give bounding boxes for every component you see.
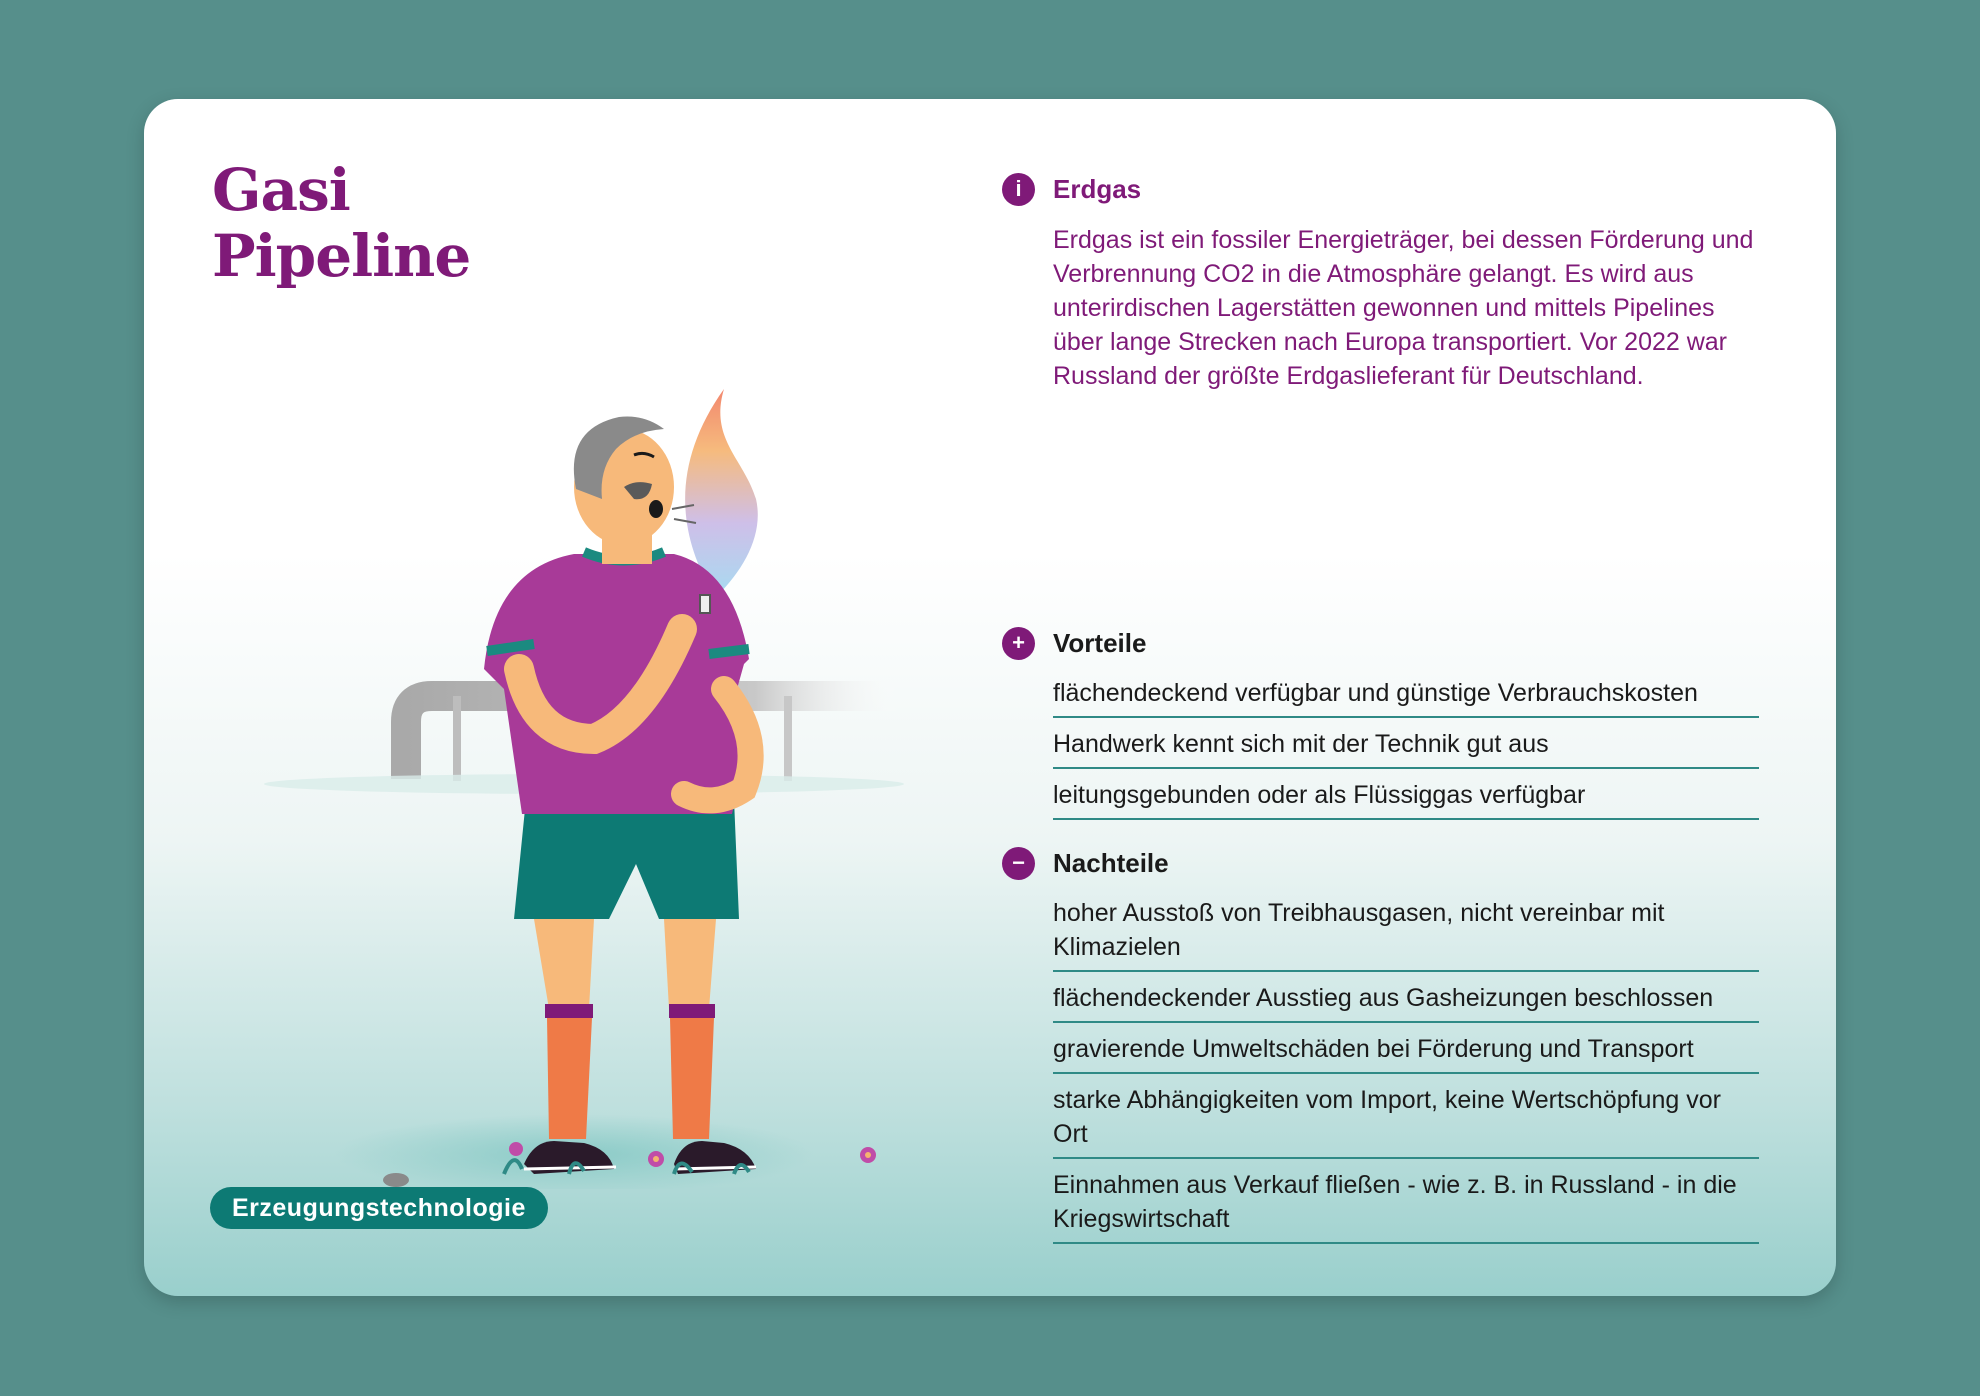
card xyxy=(144,99,1836,1296)
pros-header xyxy=(1002,623,1762,663)
cons-item: gravierende Umweltschäden bei Förderung und Transport xyxy=(1053,1029,1759,1074)
gas-pipeline-illustration xyxy=(204,269,904,1189)
info-section xyxy=(1002,169,1762,393)
pros-item: leitungsgebunden oder als Flüssiggas verfügbar xyxy=(1053,775,1759,820)
pros-section xyxy=(1002,623,1762,826)
pros-list xyxy=(1053,673,1759,820)
cons-item: flächendeckender Ausstieg aus Gasheizungen beschlossen xyxy=(1053,978,1759,1023)
info-header xyxy=(1002,169,1762,209)
category-badge: Erzeugungstechnologie xyxy=(210,1187,548,1229)
pros-item: flächendeckend verfügbar und günstige Verbrauchskosten xyxy=(1053,673,1759,718)
info-icon: i xyxy=(1002,173,1035,206)
pros-title: Vorteile xyxy=(1053,627,1147,658)
card-title-line2: Pipeline xyxy=(212,222,471,290)
info-title: Erdgas xyxy=(1053,173,1142,204)
cons-item: Einnahmen aus Verkauf fließen - wie z. B. in Russland - in die Kriegswirtschaft xyxy=(1053,1165,1759,1244)
cons-item: hoher Ausstoß von Treibhausgasen, nicht vereinbar mit Klimazielen xyxy=(1053,893,1759,972)
card-title-line1: Gasi xyxy=(212,156,350,224)
cons-item: starke Abhängigkeiten vom Import, keine Wertschöpfung vor Ort xyxy=(1053,1080,1759,1159)
plus-icon: + xyxy=(1002,627,1035,660)
minus-icon: − xyxy=(1002,847,1035,880)
cons-title: Nachteile xyxy=(1053,847,1169,878)
cons-list xyxy=(1053,893,1759,1244)
shorts xyxy=(514,799,739,919)
lighter xyxy=(700,595,710,613)
info-text: Erdgas ist ein fossiler Energieträger, bei dessen Förderung und Verbrennung CO2 in die Atmosphäre gelangt. Es wird aus unterirdischen Lagerstätten gewonnen und mittels Pipelines über lange Strecken nach Europa transportiert. Vor 2022 war Russland der größte Erdgaslieferant für Deutschland. xyxy=(1053,226,1754,390)
pros-item: Handwerk kennt sich mit der Technik gut aus xyxy=(1053,724,1759,769)
cons-header xyxy=(1002,843,1762,883)
cons-section xyxy=(1002,843,1762,1250)
